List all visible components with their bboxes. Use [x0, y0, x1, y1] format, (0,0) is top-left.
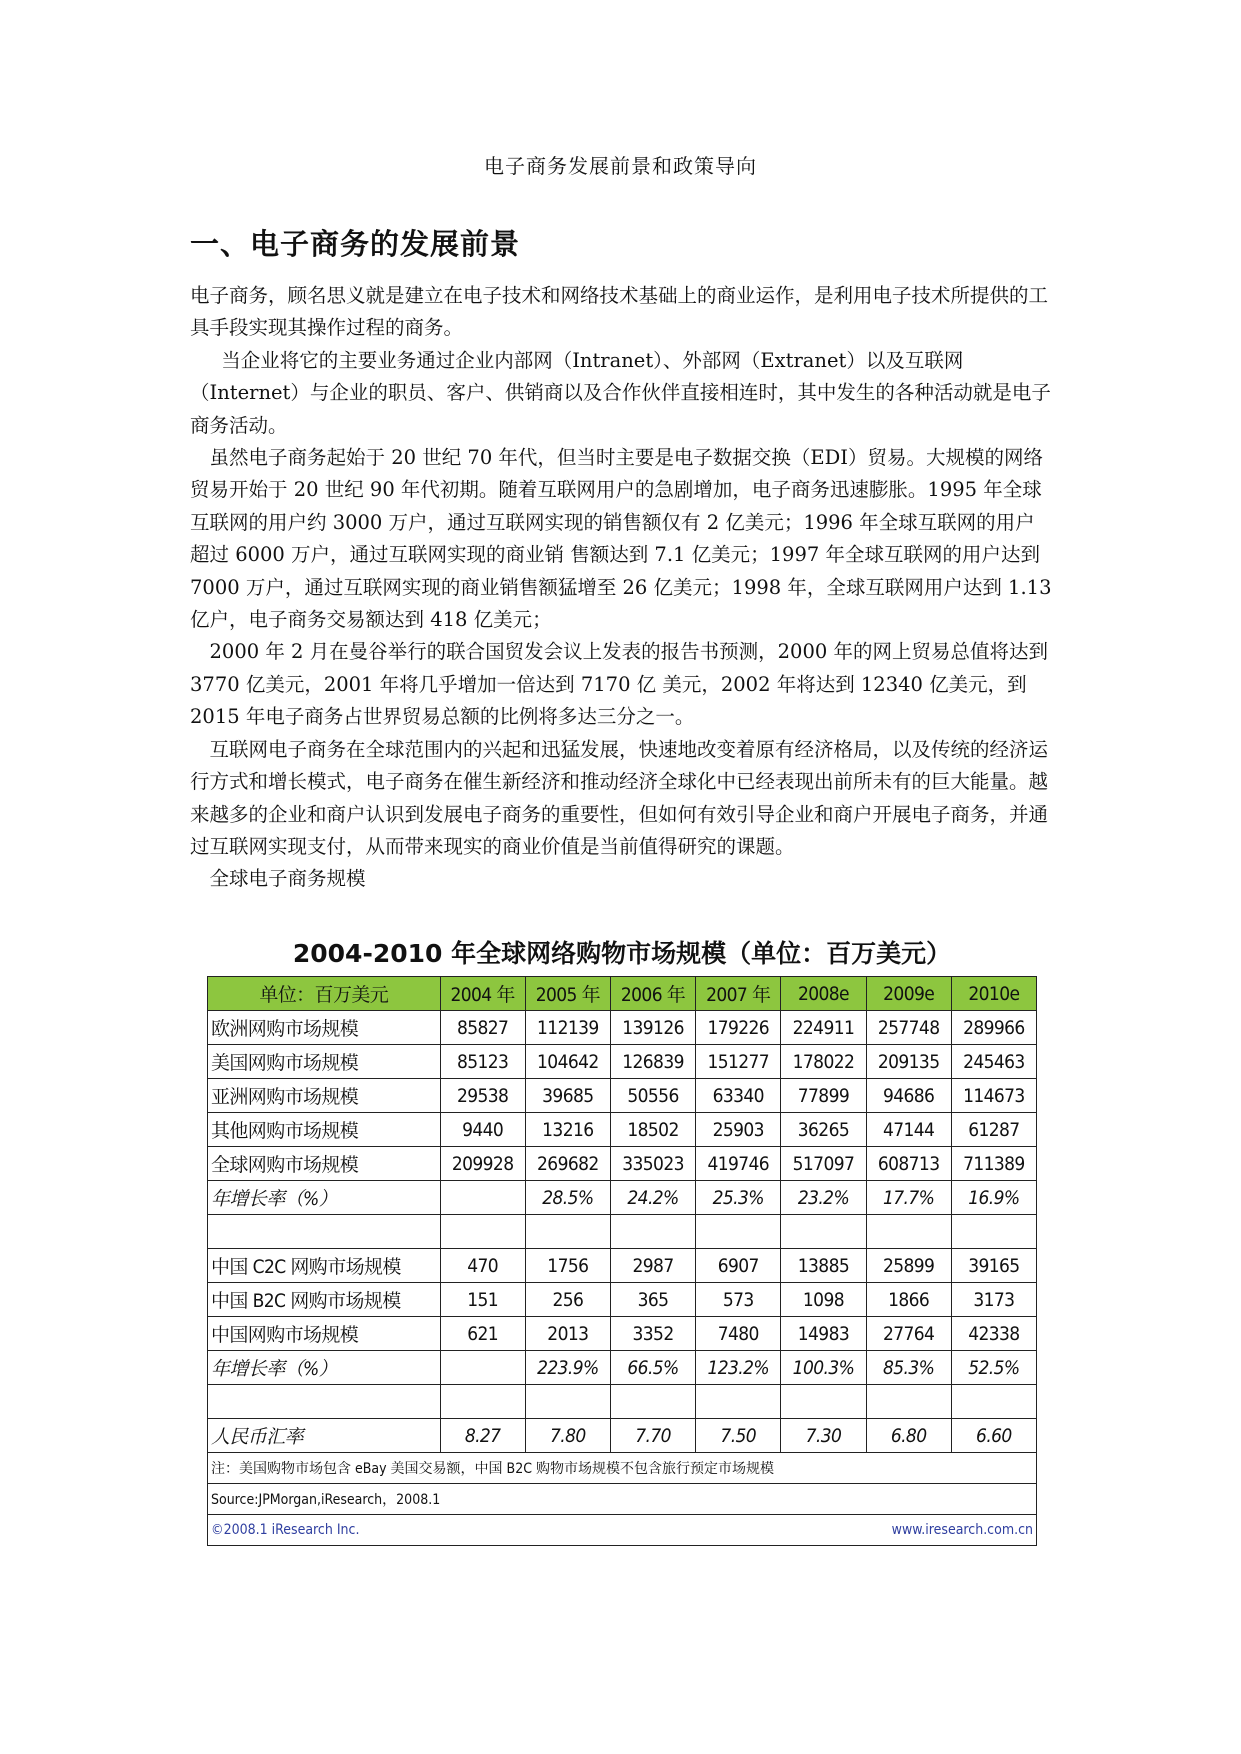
table-cell: 7.80 [525, 1419, 610, 1453]
header-year: 2005 年 [525, 977, 610, 1011]
table-cell: 25.3% [696, 1181, 781, 1215]
table-cell: 52.5% [951, 1351, 1036, 1385]
row-label: 全球网购市场规模 [208, 1147, 441, 1181]
table-cell [866, 1385, 951, 1419]
table-cell: 23.2% [781, 1181, 866, 1215]
table-body [208, 1011, 1037, 1453]
table-row [208, 1351, 1037, 1385]
row-label: 亚洲网购市场规模 [208, 1079, 441, 1113]
table-cell [525, 1385, 610, 1419]
table-cell: 85.3% [866, 1351, 951, 1385]
table-cell: 2987 [610, 1249, 695, 1283]
table-cell [781, 1215, 866, 1249]
table-cell: 100.3% [781, 1351, 866, 1385]
table-cell: 711389 [951, 1147, 1036, 1181]
blank-row [208, 1385, 1037, 1419]
table-cell: 28.5% [525, 1181, 610, 1215]
body-text [190, 280, 1052, 896]
table-cell: 3173 [951, 1283, 1036, 1317]
table-cell [696, 1385, 781, 1419]
table-cell: 224911 [781, 1011, 866, 1045]
table-cell: 3352 [610, 1317, 695, 1351]
paragraph-definition: 电子商务，顾名思义就是建立在电子技术和网络技术基础上的商业运作，是利用电子技术所提供的工具手段实现其操作过程的商务。 [190, 284, 1049, 340]
table-cell: 470 [440, 1249, 525, 1283]
table-cell: 517097 [781, 1147, 866, 1181]
table-cell [951, 1215, 1036, 1249]
table-cell: 29538 [440, 1079, 525, 1113]
row-label: 中国网购市场规模 [208, 1317, 441, 1351]
row-label: 年增长率（%） [208, 1351, 441, 1385]
table-cell: 50556 [610, 1079, 695, 1113]
figure-title: 2004-2010 年全球网络购物市场规模（单位：百万美元） [292, 939, 952, 968]
table-cell: 6.80 [866, 1419, 951, 1453]
header-year: 2008e [781, 977, 866, 1011]
table-cell: 151 [440, 1283, 525, 1317]
table-cell: 18502 [610, 1113, 695, 1147]
table-cell: 17.7% [866, 1181, 951, 1215]
table-cell: 85123 [440, 1045, 525, 1079]
table-row [208, 1249, 1037, 1283]
table-cell: 621 [440, 1317, 525, 1351]
table-cell: 16.9% [951, 1181, 1036, 1215]
table-cell: 39685 [525, 1079, 610, 1113]
footer-row [208, 1515, 1037, 1546]
section-heading: 一、电子商务的发展前景 [190, 227, 521, 261]
table-cell: 42338 [951, 1317, 1036, 1351]
table-cell [696, 1215, 781, 1249]
document-title: 电子商务发展前景和政策导向 [484, 154, 757, 178]
row-label: 美国网购市场规模 [208, 1045, 441, 1079]
table-cell: 27764 [866, 1317, 951, 1351]
table-cell: 209928 [440, 1147, 525, 1181]
table-cell [440, 1215, 525, 1249]
figure-caption: 全球电子商务规模 [209, 867, 366, 891]
row-label: 中国 C2C 网购市场规模 [208, 1249, 441, 1283]
table-cell: 6.60 [951, 1419, 1036, 1453]
header-year: 2006 年 [610, 977, 695, 1011]
table-cell: 126839 [610, 1045, 695, 1079]
table-cell [440, 1351, 525, 1385]
market-size-figure [207, 932, 1037, 1546]
table-cell: 14983 [781, 1317, 866, 1351]
row-label: 年增长率（%） [208, 1181, 441, 1215]
paragraph-forecast: 2000 年 2 月在曼谷举行的联合国贸发会议上发表的报告书预测，2000 年的网上贸易总值将达到 3770 亿美元，2001 年将几乎增加一倍达到 7170 亿 美元，2002 年将达到 12340 亿美元，到 2015 年电子商务占世界贸易总额的比例将多达三分之一。 [190, 640, 1048, 729]
header-year: 2004 年 [440, 977, 525, 1011]
row-label: 其他网购市场规模 [208, 1113, 441, 1147]
table-cell [525, 1215, 610, 1249]
table-cell: 178022 [781, 1045, 866, 1079]
header-year: 2009e [866, 977, 951, 1011]
table-row [208, 1181, 1037, 1215]
table-footer [208, 1515, 1037, 1546]
table-cell: 61287 [951, 1113, 1036, 1147]
table-cell: 13216 [525, 1113, 610, 1147]
table-cell [610, 1215, 695, 1249]
table-source: Source:JPMorgan,iResearch，2008.1 [208, 1484, 1037, 1515]
row-label [208, 1385, 441, 1419]
table-cell [440, 1181, 525, 1215]
table-cell: 39165 [951, 1249, 1036, 1283]
table-cell: 1866 [866, 1283, 951, 1317]
table-cell: 66.5% [610, 1351, 695, 1385]
table-row [208, 1147, 1037, 1181]
header-year: 2010e [951, 977, 1036, 1011]
table-cell: 25899 [866, 1249, 951, 1283]
table-cell: 151277 [696, 1045, 781, 1079]
table-cell: 223.9% [525, 1351, 610, 1385]
table-cell: 36265 [781, 1113, 866, 1147]
row-label: 欧洲网购市场规模 [208, 1011, 441, 1045]
table-header-row [208, 977, 1037, 1011]
row-label: 中国 B2C 网购市场规模 [208, 1283, 441, 1317]
table-cell: 269682 [525, 1147, 610, 1181]
paragraph-enterprise: 当企业将它的主要业务通过企业内部网（Intranet）、外部网（Extranet）以及互联网（Internet）与企业的职员、客户、供销商以及合作伙伴直接相连时，其中发生的各种活动就是电子商务活动。 [190, 348, 1051, 437]
table-note: 注：美国购物市场包含 eBay 美国交易额，中国 B2C 购物市场规模不包含旅行预定市场规模 [208, 1453, 1037, 1484]
table-cell: 104642 [525, 1045, 610, 1079]
paragraph-significance: 互联网电子商务在全球范围内的兴起和迅猛发展，快速地改变着原有经济格局，以及传统的经济运行方式和增长模式，电子商务在催生新经济和推动经济全球化中已经表现出前所未有的巨大能量。越来越多的企业和商户认识到发展电子商务的重要性，但如何有效引导企业和商户开展电子商务，并通过互联网实现支付，从而带来现实的商业价值是当前值得研究的课题。 [190, 737, 1049, 858]
table-cell: 6907 [696, 1249, 781, 1283]
header-unit: 单位：百万美元 [208, 977, 441, 1011]
table-row [208, 1045, 1037, 1079]
market-size-table [207, 976, 1037, 1546]
table-cell: 114673 [951, 1079, 1036, 1113]
table-cell: 63340 [696, 1079, 781, 1113]
table-cell: 123.2% [696, 1351, 781, 1385]
table-row [208, 1317, 1037, 1351]
website-link[interactable]: www.iresearch.com.cn [891, 1522, 1033, 1538]
table-cell: 85827 [440, 1011, 525, 1045]
table-cell: 24.2% [610, 1181, 695, 1215]
table-cell: 47144 [866, 1113, 951, 1147]
source-row [208, 1484, 1037, 1515]
table-cell [866, 1215, 951, 1249]
table-cell: 419746 [696, 1147, 781, 1181]
copyright-text: ©2008.1 iResearch Inc. [211, 1522, 360, 1538]
table-cell: 94686 [866, 1079, 951, 1113]
table-row [208, 1079, 1037, 1113]
table-cell: 9440 [440, 1113, 525, 1147]
table-cell: 2013 [525, 1317, 610, 1351]
table-cell: 209135 [866, 1045, 951, 1079]
table-cell [951, 1385, 1036, 1419]
header-year: 2007 年 [696, 977, 781, 1011]
table-cell: 25903 [696, 1113, 781, 1147]
table-cell: 8.27 [440, 1419, 525, 1453]
table-row [208, 1283, 1037, 1317]
table-cell: 7.50 [696, 1419, 781, 1453]
table-cell [610, 1385, 695, 1419]
table-row [208, 1419, 1037, 1453]
blank-row [208, 1215, 1037, 1249]
table-cell: 13885 [781, 1249, 866, 1283]
table-cell: 365 [610, 1283, 695, 1317]
table-row [208, 1113, 1037, 1147]
table-cell: 335023 [610, 1147, 695, 1181]
row-label [208, 1215, 441, 1249]
table-cell: 573 [696, 1283, 781, 1317]
table-cell: 1756 [525, 1249, 610, 1283]
table-cell: 257748 [866, 1011, 951, 1045]
row-label: 人民币汇率 [208, 1419, 441, 1453]
paragraph-history: 虽然电子商务起始于 20 世纪 70 年代，但当时主要是电子数据交换（EDI）贸易。大规模的网络贸易开始于 20 世纪 90 年代初期。随着互联网用户的急剧增加，电子商务迅速膨胀。1995 年全球互联网的用户约 3000 万户，通过互联网实现的销售额仅有 2 亿美元；1996 年全球互联网的用户超过 6000 万户，通过互联网实现的商业销 售额达到 7.1 亿美元；1997 年全球互联网的用户达到 7000 万户，通过互联网实现的商业销售额猛增至 26 亿美元；1998 年，全球互联网用户达到 1.13 亿户，电子商务交易额达到 418 亿美元； [190, 446, 1052, 632]
table-cell: 245463 [951, 1045, 1036, 1079]
table-row [208, 1011, 1037, 1045]
table-cell: 256 [525, 1283, 610, 1317]
table-cell [781, 1385, 866, 1419]
table-cell: 1098 [781, 1283, 866, 1317]
table-cell: 7.70 [610, 1419, 695, 1453]
table-cell: 112139 [525, 1011, 610, 1045]
table-cell: 7480 [696, 1317, 781, 1351]
table-cell: 77899 [781, 1079, 866, 1113]
table-cell: 139126 [610, 1011, 695, 1045]
table-cell: 289966 [951, 1011, 1036, 1045]
table-cell [440, 1385, 525, 1419]
table-cell: 7.30 [781, 1419, 866, 1453]
note-row [208, 1453, 1037, 1484]
table-cell: 179226 [696, 1011, 781, 1045]
table-cell: 608713 [866, 1147, 951, 1181]
